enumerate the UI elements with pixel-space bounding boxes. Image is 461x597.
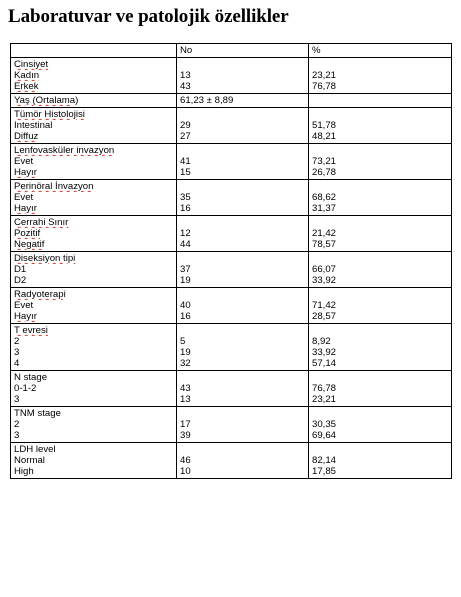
variable-cell	[11, 94, 177, 108]
percent-value: 28,57	[312, 311, 337, 322]
percent-cell	[309, 443, 452, 479]
spacer	[312, 325, 448, 336]
spacer	[312, 109, 448, 120]
spacer	[312, 444, 448, 455]
count-cell	[177, 407, 309, 443]
count-value: 19	[180, 275, 191, 286]
section-label: Perinöral İnvazyon	[14, 181, 94, 192]
category-label: Evet	[14, 192, 34, 203]
variable-cell	[11, 108, 177, 144]
spacer	[312, 145, 448, 156]
percent-value: 33,92	[312, 275, 337, 286]
count-value: 35	[180, 192, 191, 203]
spacer	[312, 181, 448, 192]
variable-cell	[11, 371, 177, 407]
percent-value: 71,42	[312, 300, 337, 311]
count-value: 13	[180, 70, 191, 81]
count-cell	[177, 144, 309, 180]
count-value: 13	[180, 394, 191, 405]
category-label: 4	[14, 358, 20, 369]
inline-value: 61,23 ± 8,89	[180, 95, 234, 106]
count-cell	[177, 288, 309, 324]
count-value: 12	[180, 228, 191, 239]
variable-cell	[11, 216, 177, 252]
category-label: Hayır	[14, 203, 37, 214]
inline-value	[180, 289, 305, 300]
percent-value: 66,07	[312, 264, 337, 275]
table-row	[11, 94, 452, 108]
count-value: 32	[180, 358, 191, 369]
variable-cell	[11, 144, 177, 180]
percent-value: 21,42	[312, 228, 337, 239]
table-row	[11, 58, 452, 94]
variable-cell	[11, 58, 177, 94]
spacer	[312, 372, 448, 383]
section-label: N stage	[14, 372, 48, 383]
category-label: Diffuz	[14, 131, 39, 142]
table-row	[11, 443, 452, 479]
inline-value	[180, 444, 305, 455]
table-row	[11, 288, 452, 324]
table-row	[11, 371, 452, 407]
percent-value: 68,62	[312, 192, 337, 203]
category-label: Erkek	[14, 81, 39, 92]
percent-value: 31,37	[312, 203, 337, 214]
spacer	[312, 217, 448, 228]
count-cell	[177, 252, 309, 288]
count-value: 17	[180, 419, 191, 430]
percent-value: 69,64	[312, 430, 337, 441]
variable-cell	[11, 407, 177, 443]
percent-cell	[309, 324, 452, 371]
count-value: 43	[180, 383, 191, 394]
category-label: 3	[14, 430, 20, 441]
section-label: TNM stage	[14, 408, 61, 419]
percent-cell	[309, 288, 452, 324]
count-value: 41	[180, 156, 191, 167]
percent-value: 73,21	[312, 156, 337, 167]
inline-value	[180, 181, 305, 192]
category-label: 2	[14, 336, 20, 347]
count-value: 29	[180, 120, 191, 131]
table-row	[11, 324, 452, 371]
inline-value	[180, 109, 305, 120]
inline-value	[180, 217, 305, 228]
percent-value: 76,78	[312, 383, 337, 394]
category-label: Intestinal	[14, 120, 53, 131]
percent-cell	[309, 144, 452, 180]
percent-cell	[309, 252, 452, 288]
category-label: D1	[14, 264, 27, 275]
count-cell	[177, 108, 309, 144]
section-label: Yaş (Ortalama)	[14, 95, 79, 106]
spacer	[312, 95, 448, 106]
percent-cell	[309, 407, 452, 443]
count-value: 40	[180, 300, 191, 311]
percent-value: 57,14	[312, 358, 337, 369]
spacer	[312, 289, 448, 300]
count-cell	[177, 216, 309, 252]
count-value: 10	[180, 466, 191, 477]
variable-cell	[11, 288, 177, 324]
category-label: Hayır	[14, 167, 37, 178]
percent-value: 76,78	[312, 81, 337, 92]
category-label: Hayır	[14, 311, 37, 322]
table-row	[11, 216, 452, 252]
variable-cell	[11, 180, 177, 216]
count-value: 39	[180, 430, 191, 441]
count-value: 19	[180, 347, 191, 358]
inline-value	[180, 325, 305, 336]
inline-value	[180, 408, 305, 419]
category-label: 2	[14, 419, 20, 430]
header-cell-no: No	[177, 44, 309, 58]
percent-cell	[309, 216, 452, 252]
percent-cell	[309, 180, 452, 216]
percent-cell	[309, 58, 452, 94]
count-cell	[177, 94, 309, 108]
category-label: 0-1-2	[14, 383, 37, 394]
count-value: 37	[180, 264, 191, 275]
category-label: Evet	[14, 300, 34, 311]
percent-value: 26,78	[312, 167, 337, 178]
category-label: 3	[14, 347, 20, 358]
percent-value: 33,92	[312, 347, 337, 358]
percent-value: 30,35	[312, 419, 337, 430]
lab-pathology-table	[10, 43, 452, 479]
count-value: 27	[180, 131, 191, 142]
count-cell	[177, 324, 309, 371]
count-cell	[177, 180, 309, 216]
percent-value: 23,21	[312, 394, 337, 405]
count-value: 44	[180, 239, 191, 250]
section-label: Radyoterapi	[14, 289, 66, 300]
count-value: 16	[180, 311, 191, 322]
percent-value: 51,78	[312, 120, 337, 131]
percent-value: 17,85	[312, 466, 337, 477]
percent-value: 23,21	[312, 70, 337, 81]
count-value: 46	[180, 455, 191, 466]
percent-cell	[309, 94, 452, 108]
percent-cell	[309, 108, 452, 144]
percent-value: 82,14	[312, 455, 337, 466]
category-label: Kadın	[14, 70, 40, 81]
table-row	[11, 108, 452, 144]
count-value: 5	[180, 336, 186, 347]
variable-cell	[11, 443, 177, 479]
category-label: Evet	[14, 156, 34, 167]
count-value: 15	[180, 167, 191, 178]
header-row	[11, 44, 452, 58]
percent-value: 78,57	[312, 239, 337, 250]
category-label: Normal	[14, 455, 45, 466]
table-body	[11, 44, 452, 479]
spacer	[312, 408, 448, 419]
header-cell-percent: %	[309, 44, 452, 58]
section-label: Diseksiyon tipi	[14, 253, 76, 264]
section-label: Tümör Histolojisi	[14, 109, 85, 120]
spacer	[312, 253, 448, 264]
page-title: Laboratuvar ve patolojik özellikler	[8, 6, 289, 27]
section-label: Lenfovasküler invazyon	[14, 145, 115, 156]
header-cell-empty	[11, 44, 177, 58]
count-cell	[177, 443, 309, 479]
inline-value	[180, 253, 305, 264]
section-label: T evresi	[14, 325, 48, 336]
table-row	[11, 180, 452, 216]
count-value: 16	[180, 203, 191, 214]
variable-cell	[11, 252, 177, 288]
inline-value	[180, 59, 305, 70]
count-cell	[177, 371, 309, 407]
variable-cell	[11, 324, 177, 371]
table-row	[11, 144, 452, 180]
percent-cell	[309, 371, 452, 407]
inline-value	[180, 145, 305, 156]
percent-value: 8,92	[312, 336, 331, 347]
spacer	[312, 59, 448, 70]
table-row	[11, 252, 452, 288]
inline-value	[180, 372, 305, 383]
category-label: High	[14, 466, 34, 477]
section-label: LDH level	[14, 444, 56, 455]
count-value: 43	[180, 81, 191, 92]
percent-value: 48,21	[312, 131, 337, 142]
category-label: Pozitif	[14, 228, 41, 239]
category-label: D2	[14, 275, 27, 286]
category-label: 3	[14, 394, 20, 405]
count-cell	[177, 58, 309, 94]
section-label: Cerrahi Sınır	[14, 217, 69, 228]
category-label: Negatif	[14, 239, 45, 250]
table-row	[11, 407, 452, 443]
section-label: Cinsiyet	[14, 59, 49, 70]
